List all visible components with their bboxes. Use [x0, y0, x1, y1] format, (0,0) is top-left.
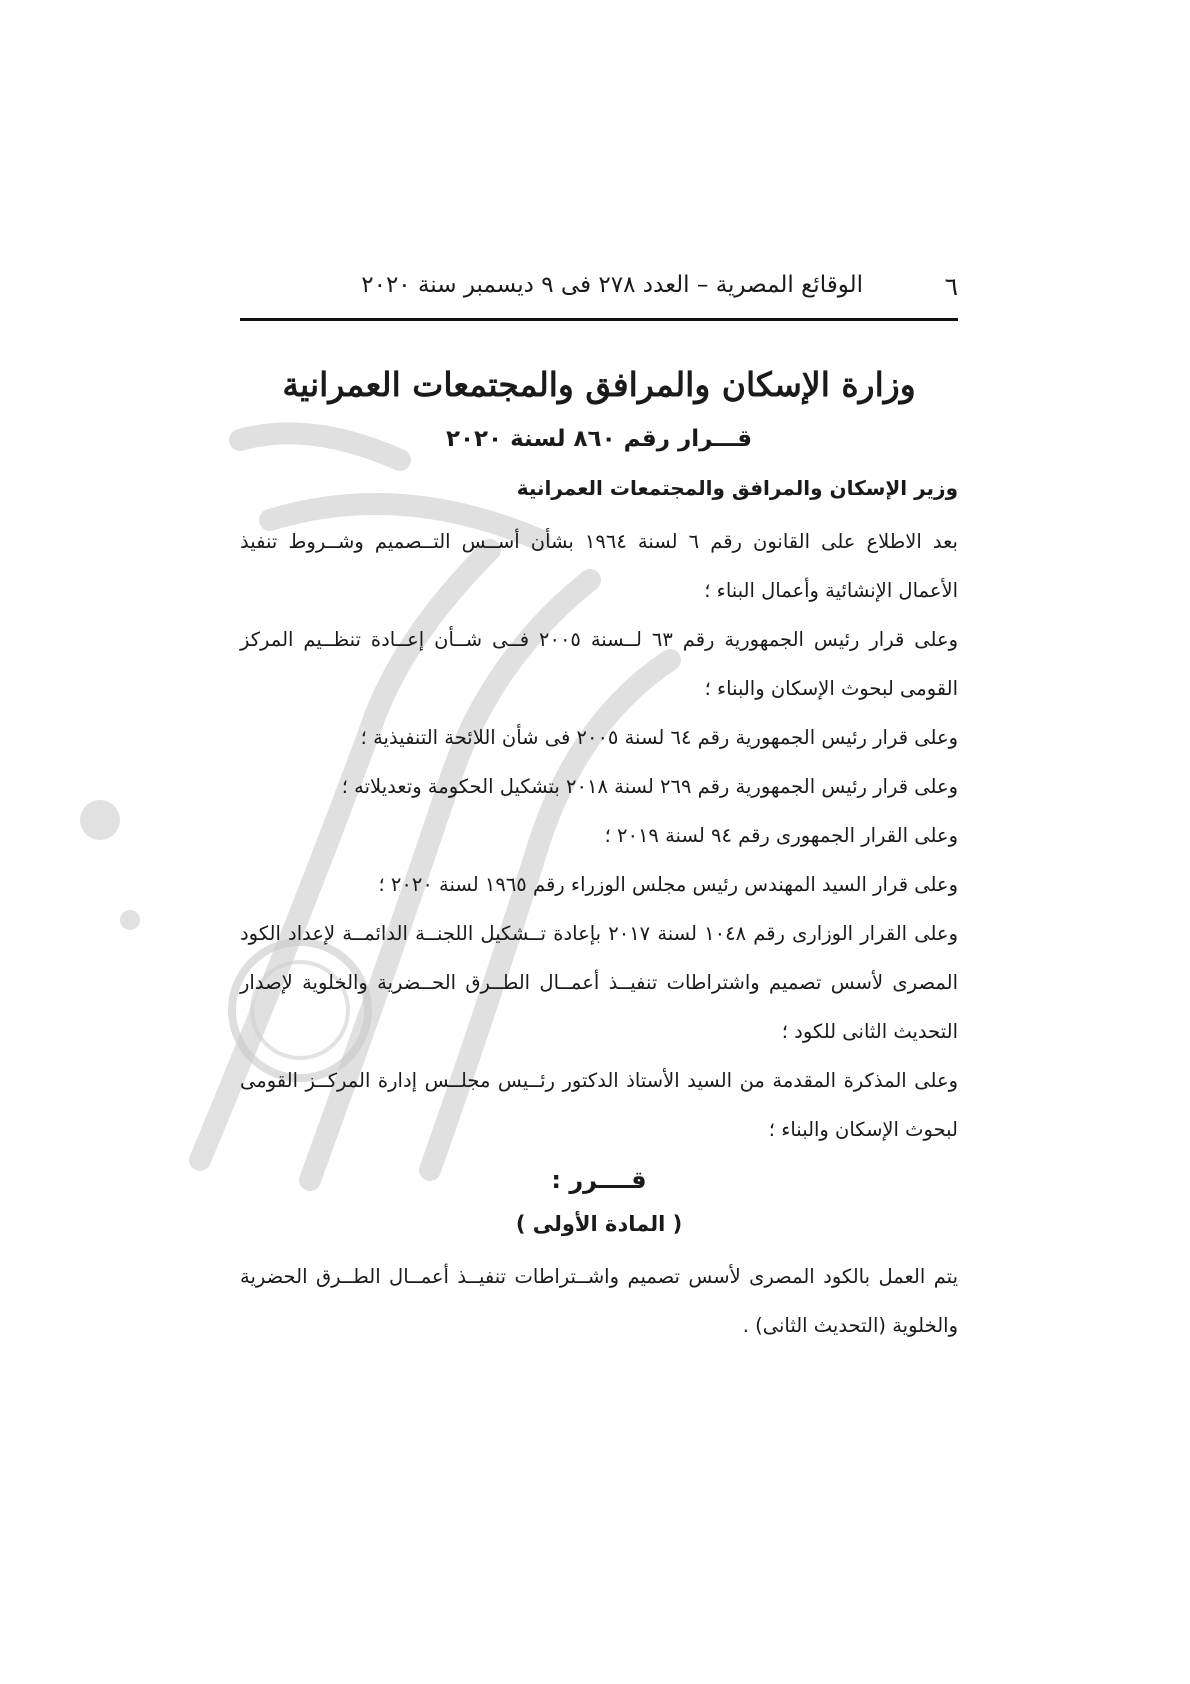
header-divider: [240, 318, 958, 321]
preamble-paragraph: وعلى المذكرة المقدمة من السيد الأستاذ الدكتور رئــيس مجلــس إدارة المركــز القومى لبحوث الإسكان والبناء ؛: [240, 1069, 958, 1141]
decided-heading: قــــرر :: [551, 1166, 647, 1194]
document-body: [240, 345, 958, 1350]
preamble-paragraph: وعلى القرار الجمهورى رقم ٩٤ لسنة ٢٠١٩ ؛: [604, 824, 958, 847]
preamble-paragraph: وعلى قرار رئيس الجمهورية رقم ٢٦٩ لسنة ٢٠١٨ بتشكيل الحكومة وتعديلاته ؛: [341, 775, 958, 798]
gazette-header-title: الوقائع المصرية – العدد ٢٧٨ فى ٩ ديسمبر سنة ٢٠٢٠: [361, 272, 863, 298]
decree-title: قـــرار رقم ٨٦٠ لسنة ٢٠٢٠: [445, 426, 753, 452]
preamble-paragraph: وعلى قرار رئيس الجمهورية رقم ٦٣ لــسنة ٢٠٠٥ فــى شــأن إعــادة تنظــيم المركز القومى لبحوث الإسكان والبناء ؛: [240, 628, 958, 700]
preamble-paragraph: وعلى قرار رئيس الجمهورية رقم ٦٤ لسنة ٢٠٠٥ فى شأن اللائحة التنفيذية ؛: [360, 726, 958, 749]
article-1-text: يتم العمل بالكود المصرى لأسس تصميم واشــتراطات تنفيــذ أعمــال الطــرق الحضرية والخلوية (التحديث الثانى) .: [240, 1265, 958, 1337]
preamble-paragraph: وعلى القرار الوزارى رقم ١٠٤٨ لسنة ٢٠١٧ بإعادة تــشكيل اللجنــة الدائمــة لإعداد الكود المصرى لأسس تصميم واشتراطات تنفيــذ أعمــال الطــرق الحــضرية والخلوية لإصدار التحديث الثانى للكود ؛: [240, 922, 958, 1043]
ministry-title: وزارة الإسكان والمرافق والمجتمعات العمرانية: [282, 365, 916, 404]
page-header: [240, 270, 958, 320]
article-1-title: ( المادة الأولى ): [515, 1212, 683, 1236]
minister-title: وزير الإسكان والمرافق والمجتمعات العمرانية: [516, 476, 958, 500]
preamble-paragraph: وعلى قرار السيد المهندس رئيس مجلس الوزراء رقم ١٩٦٥ لسنة ٢٠٢٠ ؛: [378, 873, 958, 896]
page-number: ٦: [944, 272, 958, 301]
preamble-paragraph: بعد الاطلاع على القانون رقم ٦ لسنة ١٩٦٤ بشأن أســس التــصميم وشــروط تنفيذ الأعمال الإنشائية وأعمال البناء ؛: [240, 530, 958, 602]
